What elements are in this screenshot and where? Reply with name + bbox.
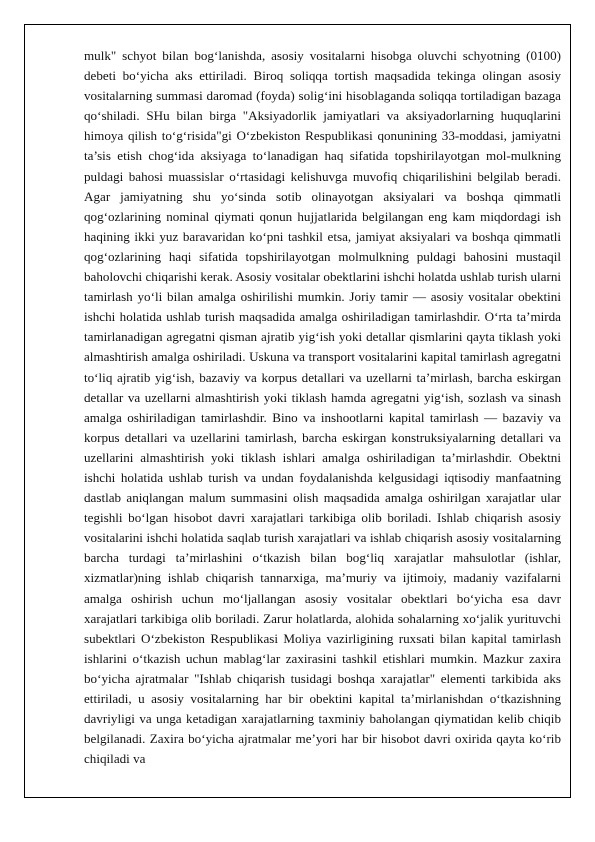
document-body-text: mulk" schyot bilan bog‘lanishda, asosiy vositalarni hisobga oluvchi schyotning (0100) debeti bo‘yicha aks ettiriladi. Biroq soliqqa tortish maqsadida tekinga olingan asosiy vositalarning summasi daromad (foyda) solig‘ini hisoblaganda soliqqa tortiladigan bazaga qo‘shiladi. SHu bilan birga "Aksiyadorlik jamiyatlari va aksiyadorlarning huquqlarini himoya qilish to‘g‘risida"gi O‘zbekiston Respublikasi qonunining 33-moddasi, jamiyatni ta’sis etish chog‘ida aksiyaga to‘lanadigan haq sifatida topshirilayotgan mol-mulkning puldagi bahosi muassislar o‘rtasidagi kelishuvga muvofiq chiqarilishini belgilab beradi. Agar jamiyatning shu yo‘sinda sotib olinayotgan aksiyalari va boshqa qimmatli qog‘ozlarining nominal qiymati qonun hujjatlarida belgilangan eng kam miqdordagi ish haqining ikki yuz baravaridan ko‘pni tashkil etsa, jamiyat aksiyalari va boshqa qimmatli qog‘ozlarining haqi sifatida topshirilayotgan molmulkning puldagi bahosini mustaqil baholovchi chiqarishi kerak. Asosiy vositalar obektlarini ishchi holatda ushlab turish ularni tamirlash yo‘li bilan amalga oshirilishi mumkin. Joriy tamir — asosiy vositalar obektini ishchi holatida ushlab turish maqsadida amalga oshiriladigan tamirlashdir. O‘rta ta’mirda tamirlanadigan agregatni qisman ajratib yig‘ish yoki detallar qismlarini qayta tiklash yoki almashtirish amalga oshiriladi. Uskuna va transport vositalarini kapital tamirlash agregatni to‘liq ajratib yig‘ish, bazaviy va korpus detallari va uzellarni ta’mirlash, barcha eskirgan detallar va uzellarni almashtirish yoki tiklash hamda agregatni yig‘ish, sozlash va sinash amalga oshiriladigan tamirlashdir. Bino va inshootlarni kapital tamirlash — bazaviy va korpus detallari va uzellarini tamirlash, barcha eskirgan konstruksiyalarning detallari va uzellarini almashtirish yoki tiklash ishlari amalga oshiriladigan ta’mirlashdir. Obektni ishchi holatida ushlab turish va undan foydalanishda kelgusidagi iqtisodiy manfaatning dastlab aniqlangan malum summasini olish maqsadida amalga oshirilgan xarajatlar ular tegishli bo‘lgan hisobot davri xarajatlari tarkibiga olib boriladi. Ishlab chiqarish asosiy vositalarini ishchi holatida saqlab turish xarajatlari va ishlab chiqarish asosiy vositalarning barcha turdagi ta’mirlashini o‘tkazish bilan bog‘liq xarajatlar mahsulotlar (ishlar, xizmatlar)ning ishlab chiqarish tannarxiga, ma’muriy va ijtimoiy, madaniy vazifalarni amalga oshirish uchun mo‘ljallangan asosiy vositalar obektlari bo‘yicha esa davr xarajatlari tarkibiga olib boriladi. Zarur holatlarda, alohida sohalarning xo‘jalik yurituvchi subektlari O‘zbekiston Respublikasi Moliya vazirligining ruxsati bilan kapital tamirlash ishlarini o‘tkazish uchun mablag‘lar zaxirasini tashkil etishlari mumkin. Mazkur zaxira bo‘yicha ajratmalar "Ishlab chiqarish tusidagi boshqa xarajatlar" elementi tarkibida aks ettiriladi, u asosiy vositalarning har bir obektini kapital ta’mirlanishdan o‘tkazishning davriyligi va unga ketadigan xarajatlarning taxminiy baholangan qiymatidan kelib chiqib belgilanadi. Zaxira bo‘yicha ajratmalar me’yori har bir hisobot davri oxirida qayta ko‘rib chiqiladi va bbox=[84, 48, 561, 767]
